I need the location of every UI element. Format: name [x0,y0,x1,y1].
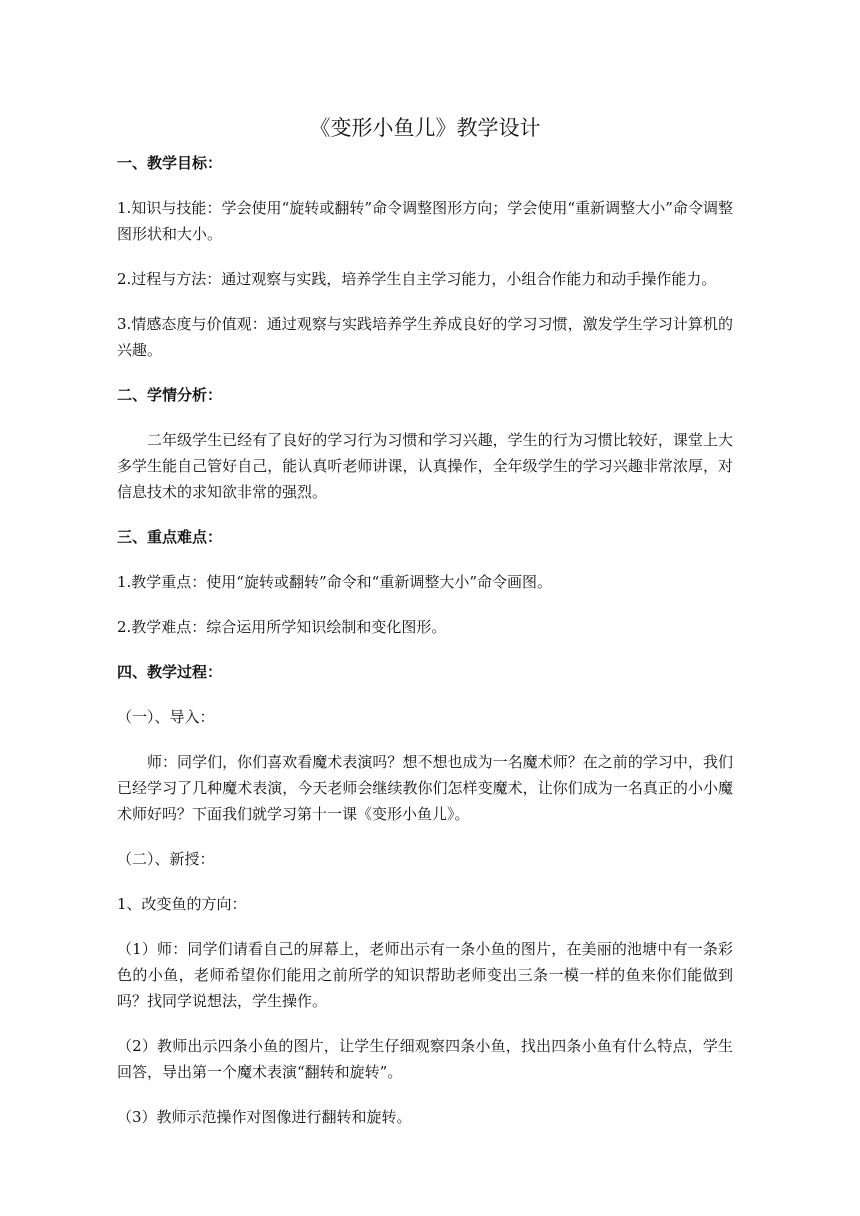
process-intro-label: （一）、导入： [117,708,215,726]
section-heading-keypoints: 三、重点难点： [117,528,223,546]
section-heading-analysis: 二、学情分析： [117,386,223,404]
analysis-paragraph: 二年级学生已经有了良好的学习行为习惯和学习兴趣，学生的行为习惯比较好，课堂上大多学生能自己管好自己，能认真听老师讲课，认真操作，全年级学生的学习兴趣非常浓厚，对信息技术的求知欲非常的强烈。 [117,431,733,501]
process-sub-item-3: （3）教师示范操作对图像进行翻转和旋转。 [117,1108,412,1126]
keypoint-item-1: 1.教学重点：使用“旋转或翻转”命令和“重新调整大小”命令画图。 [117,573,552,591]
process-sub-item-2: （2）教师出示四条小鱼的图片，让学生仔细观察四条小鱼，找出四条小鱼有什么特点，学生回答，导出第一个魔术表演“翻转和旋转”。 [117,1037,733,1081]
section-heading-goals: 一、教学目标： [117,154,223,172]
section-heading-process: 四、教学过程： [117,663,223,681]
keypoint-item-2: 2.教学难点：综合运用所学知识绘制和变化图形。 [117,618,447,636]
goal-item-1: 1.知识与技能：学会使用“旋转或翻转”命令调整图形方向；学会使用“重新调整大小”命令调整图形状和大小。 [117,199,733,243]
process-sub-item-1: （1）师：同学们请看自己的屏幕上，老师出示有一条小鱼的图片，在美丽的池塘中有一条彩色的小鱼，老师希望你们能用之前所学的知识帮助老师变出三条一模一样的鱼来你们能做到吗？找同学说想法，学生操作。 [117,940,733,1010]
goal-item-2: 2.过程与方法：通过观察与实践，培养学生自主学习能力，小组合作能力和动手操作能力。 [117,270,717,288]
process-intro-paragraph: 师：同学们，你们喜欢看魔术表演吗？想不想也成为一名魔术师？在之前的学习中，我们已经学习了几种魔术表演，今天老师会继续教你们怎样变魔术，让你们成为一名真正的小小魔术师好吗？下面我们就学习第十一课《变形小鱼儿》。 [117,753,733,823]
document-page [117,112,733,1149]
document-title: 《变形小鱼儿》教学设计 [309,116,541,140]
process-step-1: 1、改变鱼的方向： [117,895,247,913]
process-new-label: （二）、新授： [117,850,215,868]
goal-item-3: 3.情感态度与价值观：通过观察与实践培养学生养成良好的学习习惯，激发学生学习计算机的兴趣。 [117,315,733,359]
